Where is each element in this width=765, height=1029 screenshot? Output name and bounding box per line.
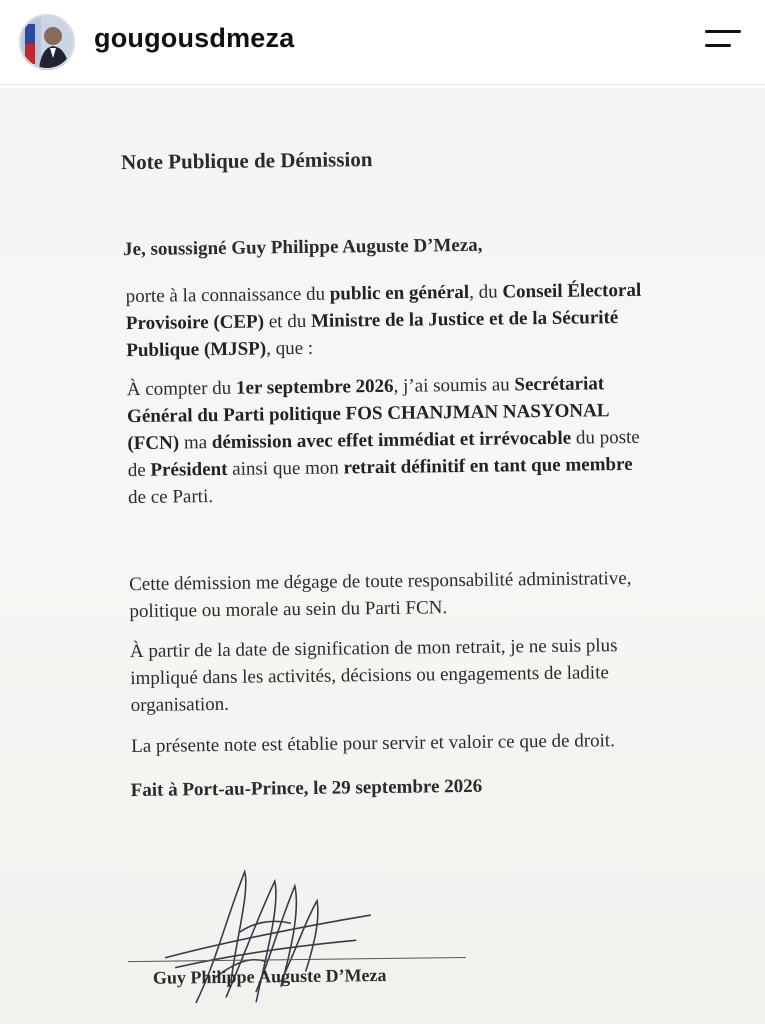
paragraph-1-line-3 — [126, 335, 313, 364]
paragraph-4-line-1: À partir de la date de signification de mon retrait, je ne suis plus — [129, 635, 618, 663]
text-segment: , que : — [266, 337, 314, 360]
paragraph-4-line-2: impliqué dans les activités, décisions ou engagements de ladite — [130, 662, 609, 690]
text-segment: À compter du — [126, 377, 237, 401]
text-segment: démission avec effet immédiat et irrévocable — [211, 427, 572, 454]
text-segment: Provisoire (CEP) — [125, 311, 265, 335]
hamburger-menu-icon[interactable] — [705, 28, 745, 56]
text-segment: ainsi que mon — [227, 457, 344, 480]
post-header — [0, 0, 765, 85]
paragraph-5: La présente note est établie pour servir et valoir ce que de droit. — [131, 730, 616, 758]
profile-avatar[interactable] — [19, 14, 75, 70]
text-segment: , du — [469, 281, 503, 303]
text-segment: , j’ai soumis au — [393, 374, 515, 397]
opening-line: Je, soussigné Guy Philippe Auguste D’Meza, — [122, 234, 483, 261]
text-segment: public en général — [329, 281, 470, 305]
paragraph-2-line-4 — [128, 451, 633, 484]
place-and-date: Fait à Port-au-Prince, le 29 septembre 2026 — [130, 775, 483, 802]
text-segment: de — [127, 459, 151, 482]
text-segment: Président — [150, 458, 228, 481]
text-segment: ma — [179, 432, 212, 454]
username[interactable]: gougousdmeza — [94, 23, 295, 53]
text-segment: et du — [263, 310, 312, 333]
document-photo — [0, 88, 765, 1024]
document-title: Note Publique de Démission — [120, 147, 373, 175]
paragraph-1-line-2 — [126, 304, 619, 337]
paragraph-3-line-1: Cette démission me dégage de toute responsabilité administrative, — [129, 567, 632, 596]
paragraph-2-line-5: de ce Parti. — [127, 486, 214, 509]
paragraph-4-line-3: organisation. — [130, 693, 230, 717]
text-segment: Général du Parti politique FOS CHANJMAN NASYONAL — [126, 400, 610, 428]
text-segment: du poste — [570, 426, 640, 449]
signature-name: Guy Philippe Auguste D’Meza — [152, 964, 387, 988]
text-segment: porte à la connaissance du — [125, 283, 330, 308]
document-body — [0, 83, 765, 1028]
text-segment: Conseil Électoral — [502, 279, 642, 303]
text-segment: Ministre de la Justice et de la Sécurité — [310, 307, 619, 332]
text-segment: retrait définitif en tant que membre — [343, 453, 633, 479]
text-segment: (FCN) — [127, 432, 180, 455]
text-segment: Secrétariat — [514, 373, 605, 396]
text-segment: Publique (MJSP) — [126, 338, 267, 362]
text-segment: 1er septembre 2026 — [235, 375, 394, 399]
avatar-image — [19, 14, 75, 70]
paragraph-3-line-2: politique ou morale au sein du Parti FCN. — [129, 597, 448, 623]
